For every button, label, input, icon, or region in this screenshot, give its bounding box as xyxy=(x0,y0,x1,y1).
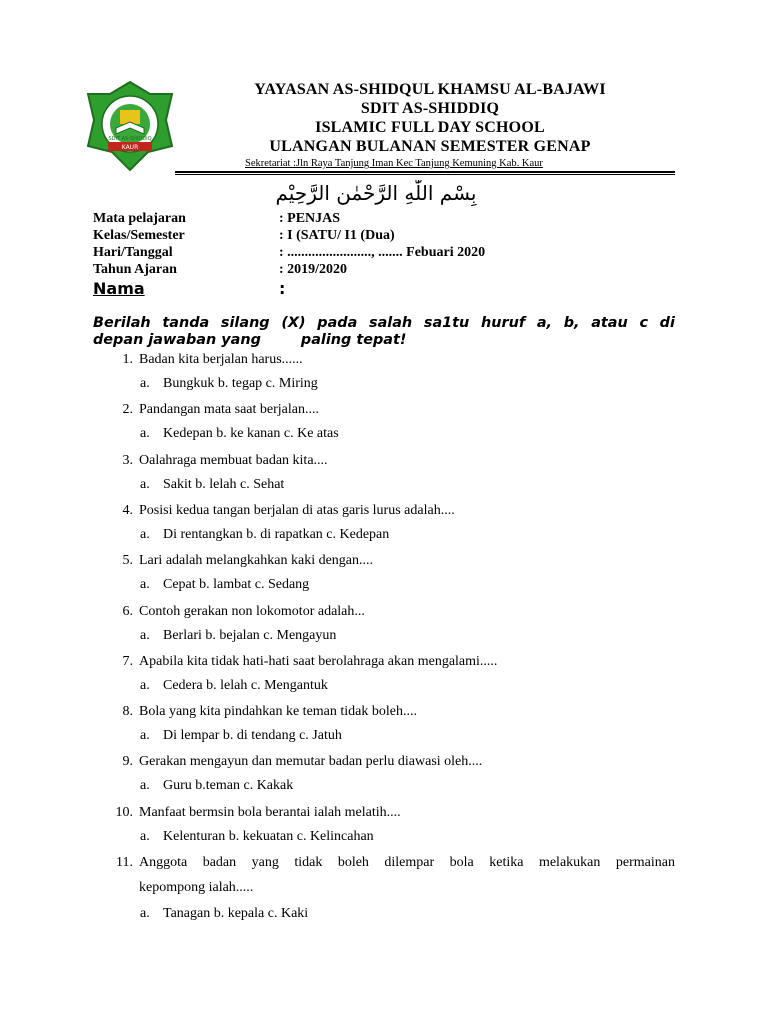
option-text: Guru b.teman c. Kakak xyxy=(163,778,294,793)
word: c xyxy=(639,315,648,331)
header-divider-thin xyxy=(175,174,675,175)
option-text: Sakit b. lelah c. Sehat xyxy=(163,477,285,492)
option-text: Bungkuk b. tegap c. Miring xyxy=(163,376,318,391)
question-number: 5. xyxy=(122,553,133,568)
word: yang xyxy=(251,855,279,870)
option-marker: a. xyxy=(140,577,150,592)
word: permainan xyxy=(615,855,675,870)
instruction-line-1 xyxy=(93,315,675,332)
option-marker: a. xyxy=(140,678,150,693)
word: a, xyxy=(536,315,552,331)
question-text: Badan kita berjalan harus...... xyxy=(139,352,303,367)
date-label: Hari/Tanggal xyxy=(93,245,173,260)
option-text: Tanagan b. kepala c. Kaki xyxy=(163,906,309,921)
question-number: 7. xyxy=(122,654,133,669)
foundation-name: YAYASAN AS-SHIDQUL KHAMSU AL-BAJAWI xyxy=(254,81,606,98)
option-marker: a. xyxy=(140,376,150,391)
word: tidak xyxy=(294,855,323,870)
question-number: 6. xyxy=(122,604,133,619)
school-name: SDIT AS-SHIDDIQ xyxy=(360,100,500,117)
option-text: Di lempar b. di tendang c. Jatuh xyxy=(163,728,342,743)
word: boleh xyxy=(337,855,369,870)
question-text: Manfaat bermsin bola berantai ialah melatih.... xyxy=(139,805,401,820)
secretariat-address: Sekretariat :Jln Raya Tanjung Iman Kec Tanjung Kemuning Kab. Kaur xyxy=(245,158,543,169)
basmalah-text: بِسْمِ اللّٰهِ الرَّحْمٰنِ الرَّحِيْمِ xyxy=(275,181,477,205)
option-text: Kedepan b. ke kanan c. Ke atas xyxy=(163,426,339,441)
question-text: Posisi kedua tangan berjalan di atas garis lurus adalah.... xyxy=(139,503,455,518)
name-value: : xyxy=(279,279,286,298)
word: Berilah xyxy=(93,315,151,331)
class-value: : I (SATU/ I1 (Dua) xyxy=(279,228,395,243)
option-text: Di rentangkan b. di rapatkan c. Kedepan xyxy=(163,527,390,542)
word: salah xyxy=(369,315,413,331)
class-label: Kelas/Semester xyxy=(93,228,185,243)
word: bola xyxy=(449,855,474,870)
option-text: Cedera b. lelah c. Mengantuk xyxy=(163,678,328,693)
word: b, xyxy=(563,315,580,331)
word: di xyxy=(659,315,675,331)
logo-band-text: KAUR xyxy=(121,144,139,151)
question-text: Lari adalah melangkahkan kaki dengan.... xyxy=(139,553,374,568)
question-text: Gerakan mengayun dan memutar badan perlu diawasi oleh.... xyxy=(139,754,483,769)
letterhead xyxy=(230,80,630,156)
instruction-part-b: paling tepat! xyxy=(300,332,407,348)
logo-name-text: SDIT AS-SHIDDIQ xyxy=(108,136,152,142)
word: sa1tu xyxy=(423,315,470,331)
word: tanda xyxy=(162,315,210,331)
word: melakukan xyxy=(538,855,601,870)
school-logo xyxy=(86,80,174,172)
question-number: 8. xyxy=(122,704,133,719)
option-text: Kelenturan b. kekuatan c. Kelincahan xyxy=(163,829,374,844)
option-marker: a. xyxy=(140,778,150,793)
question-number: 4. xyxy=(122,503,133,518)
instruction-line-2 xyxy=(93,332,675,349)
word: pada xyxy=(317,315,358,331)
school-type: ISLAMIC FULL DAY SCHOOL xyxy=(315,119,545,136)
option-text: Berlari b. bejalan c. Mengayun xyxy=(163,628,337,643)
word: dilempar xyxy=(384,855,435,870)
year-label: Tahun Ajaran xyxy=(93,262,177,277)
question-11-text xyxy=(139,855,675,896)
subject-value: : PENJAS xyxy=(279,211,341,226)
option-marker: a. xyxy=(140,906,150,921)
basmalah-calligraphy xyxy=(246,180,506,206)
word: atau xyxy=(591,315,628,331)
option-marker: a. xyxy=(140,728,150,743)
option-marker: a. xyxy=(140,628,150,643)
question-text: Oalahraga membuat badan kita.... xyxy=(139,453,328,468)
word: Anggota xyxy=(139,855,188,870)
word: badan xyxy=(202,855,237,870)
subject-label: Mata pelajaran xyxy=(93,211,186,226)
option-marker: a. xyxy=(140,527,150,542)
question-text: Contoh gerakan non lokomotor adalah... xyxy=(139,604,365,619)
option-text: Cepat b. lambat c. Sedang xyxy=(163,577,310,592)
name-label: Nama xyxy=(93,279,145,298)
question-number: 2. xyxy=(122,402,133,417)
question-number: 11. xyxy=(116,855,133,870)
instructions xyxy=(93,315,675,349)
question-text: Bola yang kita pindahkan ke teman tidak boleh.... xyxy=(139,704,417,719)
question-text: Apabila kita tidak hati-hati saat berolahraga akan mengalami..... xyxy=(139,654,498,669)
question-number: 1. xyxy=(122,352,133,367)
header-divider xyxy=(175,171,675,173)
question-number: 3. xyxy=(122,453,133,468)
year-value: : 2019/2020 xyxy=(279,262,348,277)
option-marker: a. xyxy=(140,829,150,844)
instruction-part-a: depan jawaban yang xyxy=(93,332,261,348)
question-number: 10. xyxy=(115,805,133,820)
date-value: : ........................, ....... Febuari 2020 xyxy=(279,245,486,260)
word: huruf xyxy=(481,315,526,331)
word: silang xyxy=(220,315,270,331)
question-11-line-1 xyxy=(139,855,675,871)
question-number: 9. xyxy=(122,754,133,769)
option-marker: a. xyxy=(140,426,150,441)
exam-title: ULANGAN BULANAN SEMESTER GENAP xyxy=(269,138,591,155)
question-11-line-2: kepompong ialah..... xyxy=(139,880,254,895)
option-marker: a. xyxy=(140,477,150,492)
question-text: Pandangan mata saat berjalan.... xyxy=(139,402,319,417)
word: (X) xyxy=(281,315,306,331)
word: ketika xyxy=(489,855,524,870)
